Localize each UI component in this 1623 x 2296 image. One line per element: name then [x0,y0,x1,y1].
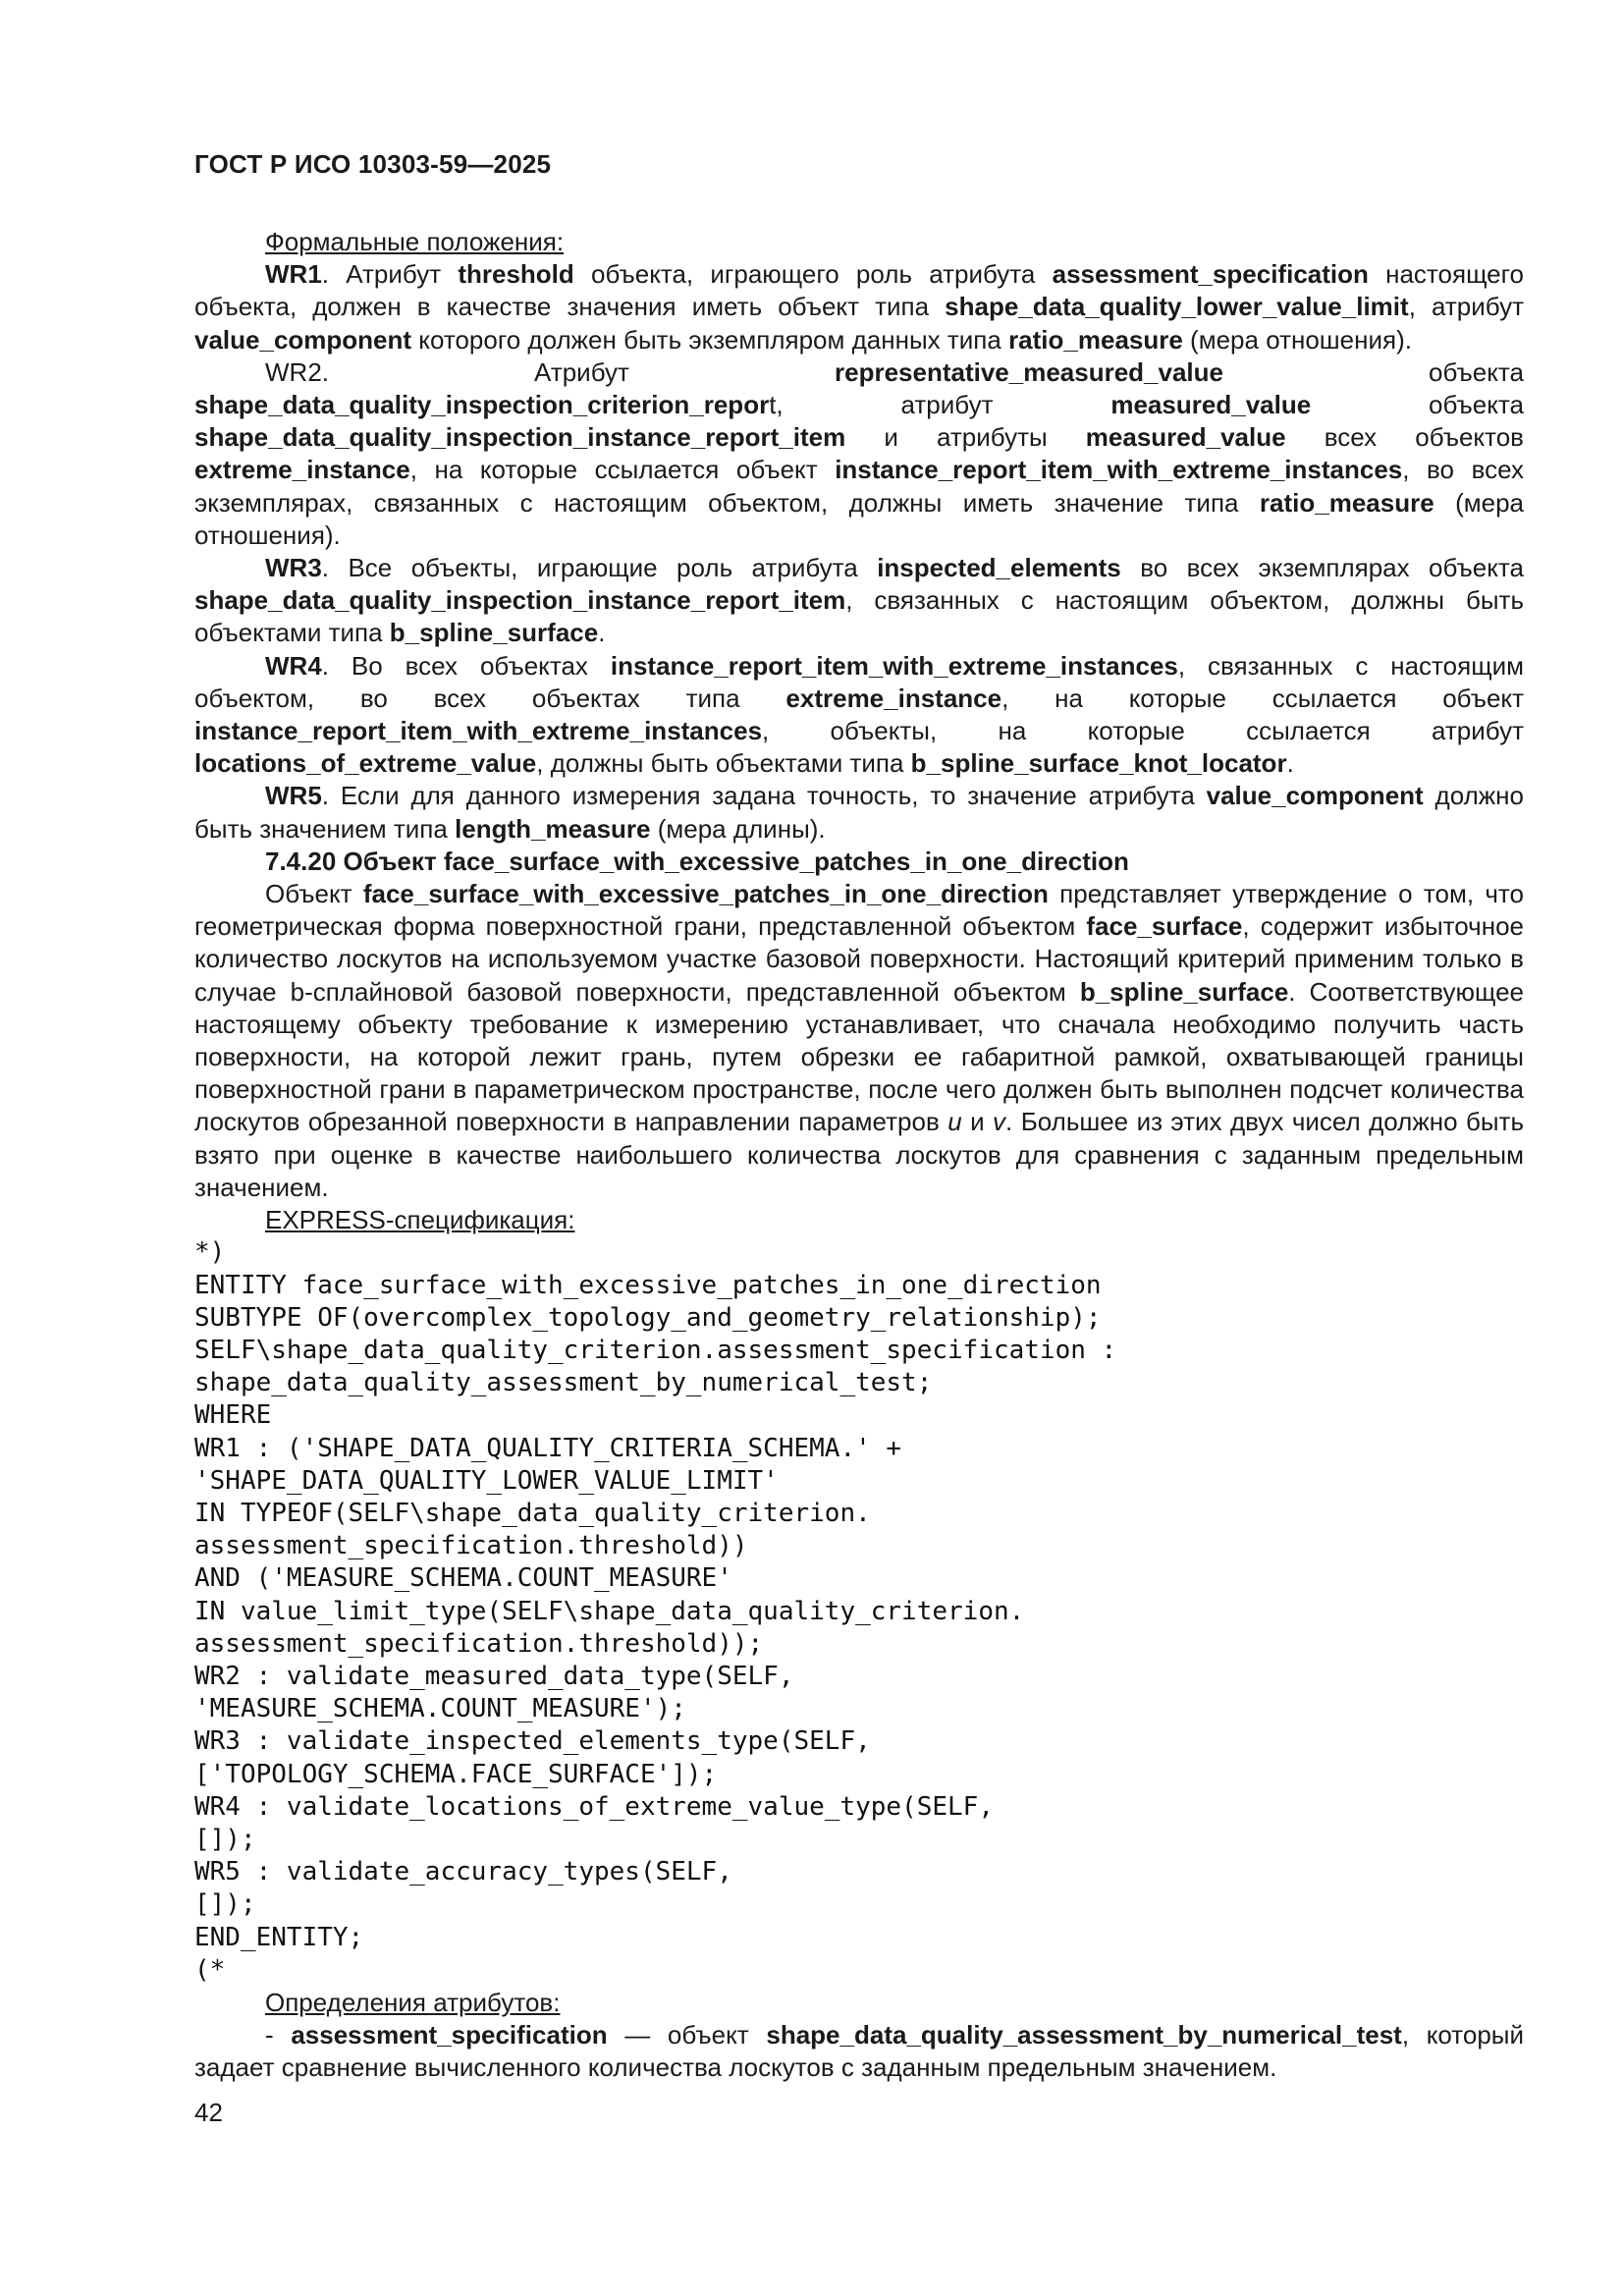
wr4-paragraph [194,650,1524,781]
text-run: (мера отношения). [1182,324,1412,355]
formal-statements-title: Формальные положения: [265,227,565,256]
bold-term: assessment_specification [291,2020,608,2050]
text-run: . Соответствующее настоящему объекту требование к измерению устанавливает, что сначала необходимо получить часть поверхности, на которой лежит грань, путем обрезки ее габаритной рамкой, охватывающей границы поверхностной грани в параметрическом пространстве, после чего должен быть выполнен подсчет количества лоскутов обрезанной поверхности в направлении параметров [194,976,1524,1137]
bold-term: ratio_measure [1259,487,1434,518]
text-run: , содержит избыточное количество лоскутов на используемом участке базовой поверхности. Настоящий критерий применим только в случае b-сплайновой базовой поверхности, представленной объектом [194,911,1524,1007]
code-line: ['TOPOLOGY_SCHEMA.FACE_SURFACE']); [194,1759,718,1789]
bold-term: instance_report_item_with_extreme_instances [610,650,1178,681]
code-line: WR2 : validate_measured_data_type(SELF, [194,1661,794,1691]
code-line: []); [194,1889,256,1920]
bold-term: instance_report_item_with_extreme_instances [194,716,763,746]
text-run: . Если для данного измерения задана точность, то значение атрибута [321,781,1207,811]
text-run: должно быть значением типа [194,781,1524,844]
code-line: shape_data_quality_assessment_by_numerical_test; [194,1368,933,1398]
text-run: , должны быть объектами типа [536,748,911,779]
bold-term: b_spline_surface_knot_locator [910,748,1287,779]
code-line: (* [194,1954,226,1985]
bold-term: extreme_instance [785,683,1002,713]
code-line: WR1 : ('SHAPE_DATA_QUALITY_CRITERIA_SCHEMA.' + [194,1433,902,1463]
express-code-block [194,1236,1524,1987]
bold-term: shape_data_quality_inspection_criterion_repor [194,390,770,420]
bold-term: instance_report_item_with_extreme_instances [835,455,1403,485]
text-run: WR2. Атрибут [265,356,835,387]
bold-term: face_surface_with_excessive_patches_in_one_direction [362,879,1049,909]
code-line: *) [194,1237,226,1268]
code-line: END_ENTITY; [194,1922,364,1952]
text-run: во всех экземплярах объекта [1120,553,1524,583]
bold-term: WR5 [265,781,322,811]
text-run: объекта, играющего роль атрибута [573,259,1053,290]
text-run: . [598,618,606,648]
bold-term: WR3 [265,553,322,583]
page-number: 42 [194,2098,223,2127]
bold-term: measured_value [1110,390,1312,420]
bold-term: representative_measured_value [834,356,1223,387]
text-run: . Большее из этих двух чисел должно быть взято при оценке в качестве наибольшего количества лоскутов для сравнения с заданным предельным значением. [194,1107,1524,1202]
text-run: объекта [1223,356,1524,387]
code-line: IN value_limit_type(SELF\shape_data_quality_criterion. [194,1596,1025,1626]
code-line: assessment_specification.threshold)); [194,1628,764,1659]
bold-term: b_spline_surface [389,618,599,648]
bold-term: measured_value [1085,422,1286,453]
text-run: (мера отношения). [194,487,1524,550]
code-line: WHERE [194,1400,272,1431]
bold-term: ratio_measure [1008,324,1183,355]
italic-term: u [947,1107,962,1137]
text-run: и [961,1107,994,1137]
bold-term: extreme_instance [194,455,410,485]
bold-term: shape_data_quality_assessment_by_numerical_test [766,2020,1402,2050]
code-line: WR4 : validate_locations_of_extreme_value_type(SELF, [194,1791,994,1822]
wr1-paragraph [194,258,1524,356]
text-run: , на которые ссылается объект [1001,683,1525,713]
wr3-paragraph [194,552,1524,650]
text-run: представляет утверждение о том, что геометрическая форма поверхностной грани, представленной объектом [194,879,1524,942]
bold-term: length_measure [455,813,651,844]
text-run: . Во всех объектах [321,650,611,681]
bold-term: WR4 [265,650,322,681]
bold-term: locations_of_extreme_value [194,748,537,779]
bold-term: b_spline_surface [1079,976,1289,1007]
code-line: []); [194,1824,256,1854]
text-run: (мера длины). [650,813,826,844]
entity-description [194,878,1524,1204]
text-run: объекта [1311,390,1524,420]
text-run: , во всех экземплярах, связанных с настоящим объектом, должны иметь значение типа [194,455,1524,518]
text-run: , объекты, на которые ссылается атрибут [762,716,1524,746]
text-run: , связанных с настоящим объектом, во всех объектах типа [194,650,1525,713]
text-run: которого должен быть экземпляром данных типа [411,324,1009,355]
attribute-definition [194,2019,1524,2084]
text-run: . [1286,748,1294,779]
text-run: и атрибуты [845,422,1086,453]
bold-term: value_component [194,324,412,355]
text-run: Объект [265,879,363,909]
bold-term: shape_data_quality_lower_value_limit [945,292,1409,322]
text-run: всех объектов [1285,422,1524,453]
attribute-definitions-label [194,1987,1524,2019]
attribute-definitions-title: Определения атрибутов: [265,1987,561,2017]
bold-term: threshold [458,259,574,290]
bold-term: shape_data_quality_inspection_instance_report_item [194,422,846,453]
text-run: , связанных с настоящим объектом, должны быть объектами типа [194,585,1524,648]
code-line: 'MEASURE_SCHEMA.COUNT_MEASURE'); [194,1694,686,1724]
text-run: — объект [607,2020,767,2050]
section-heading: 7.4.20 Объект face_surface_with_excessive_patches_in_one_direction [265,846,1129,876]
code-line: WR5 : validate_accuracy_types(SELF, [194,1857,732,1887]
standard-header: ГОСТ Р ИСО 10303-59—2025 [194,149,552,179]
code-line: IN TYPEOF(SELF\shape_data_quality_criterion. [194,1498,871,1528]
express-label [194,1204,1524,1236]
bold-term: assessment_specification [1052,259,1369,290]
wr5-paragraph [194,780,1524,845]
code-line: WR3 : validate_inspected_elements_type(SELF, [194,1726,871,1757]
page-content [194,226,1524,2085]
bold-term: inspected_elements [877,553,1121,583]
bold-term: shape_data_quality_inspection_instance_report_item [194,585,846,616]
code-line: SELF\shape_data_quality_criterion.assessment_specification : [194,1335,1117,1365]
text-run: , который задает сравнение вычисленного количества лоскутов с заданным предельным значением. [194,2020,1524,2083]
italic-term: v [993,1107,1006,1137]
code-line: AND ('MEASURE_SCHEMA.COUNT_MEASURE' [194,1563,732,1594]
text-run: - [265,2020,292,2050]
bold-term: face_surface [1086,911,1243,942]
bold-term: WR1 [265,259,322,290]
text-run: , атрибут [1408,292,1525,322]
text-run: . Все объекты, играющие роль атрибута [321,553,878,583]
code-line: SUBTYPE OF(overcomplex_topology_and_geometry_relationship); [194,1302,1102,1333]
code-line: 'SHAPE_DATA_QUALITY_LOWER_VALUE_LIMIT' [194,1465,779,1496]
wr2-paragraph [194,356,1524,552]
code-line: ENTITY face_surface_with_excessive_patches_in_one_direction [194,1270,1102,1300]
express-title: EXPRESS-спецификация: [265,1205,575,1235]
text-run: t, атрибут [769,390,1111,420]
bold-term: value_component [1206,781,1424,811]
text-run: , на которые ссылается объект [409,455,836,485]
text-run: . Атрибут [321,259,459,290]
text-run: настоящего объекта, должен в качестве значения иметь объект типа [194,259,1525,322]
code-line: assessment_specification.threshold)) [194,1531,748,1561]
formal-statements-label [194,226,1524,258]
